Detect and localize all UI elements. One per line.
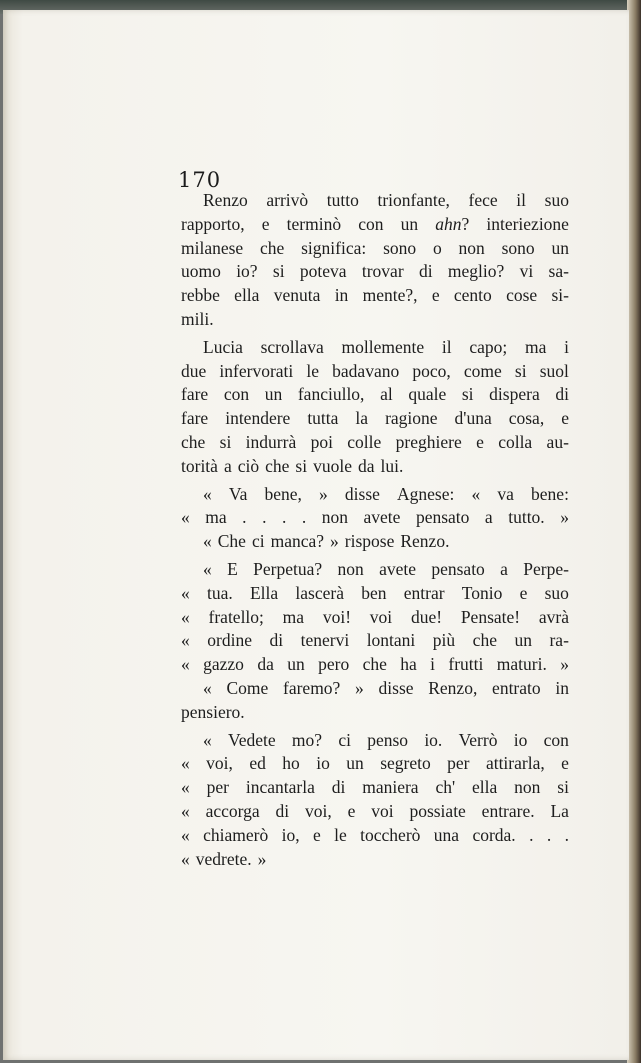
word: «: [203, 729, 212, 750]
word: «: [181, 582, 190, 603]
word: colle: [347, 431, 382, 452]
text-line: [181, 701, 569, 725]
text-line: [181, 606, 569, 630]
word: .: [529, 824, 534, 845]
word: »: [560, 507, 569, 528]
word: lontani: [366, 630, 416, 651]
word: un: [264, 384, 283, 405]
word: scrollava: [260, 336, 324, 357]
word: rapporto,: [181, 213, 245, 234]
word: pensiero.: [181, 701, 245, 722]
text-line: [181, 776, 569, 800]
word: o: [432, 237, 442, 258]
word: per: [447, 753, 470, 774]
word: non: [514, 777, 541, 798]
word: voi: [371, 800, 394, 821]
word: da: [357, 455, 375, 476]
word: maniera: [362, 777, 419, 798]
word: d'una: [454, 408, 492, 429]
word: suol: [539, 360, 569, 381]
word: sa-: [548, 261, 569, 282]
word: faremo?: [283, 677, 341, 698]
word: meglio?: [447, 261, 505, 282]
word: che: [362, 654, 387, 675]
word: ragione: [385, 408, 438, 429]
word: ella: [234, 285, 260, 306]
word: va: [497, 483, 514, 504]
text-line: [181, 582, 569, 606]
word: il: [516, 190, 527, 210]
word: pensato: [431, 558, 485, 579]
word: e: [347, 800, 356, 821]
word: Lucia: [203, 336, 243, 357]
word: da: [257, 654, 274, 675]
word: si: [295, 455, 308, 476]
word: tutta: [307, 408, 339, 429]
word: con: [543, 729, 569, 750]
word: »: [330, 531, 339, 552]
word: «: [203, 483, 212, 504]
word: arrivò: [266, 190, 309, 210]
word: capo;: [469, 336, 508, 357]
word: Agnese:: [397, 483, 455, 504]
word: «: [203, 558, 212, 579]
word: a: [223, 455, 232, 476]
word: Renzo.: [400, 531, 450, 552]
word: sono: [383, 237, 417, 258]
text-line: [181, 431, 569, 455]
word: e: [312, 824, 321, 845]
word: ciò: [237, 455, 260, 476]
word: incantarla: [245, 777, 315, 798]
word: quale: [408, 384, 447, 405]
word: si: [272, 261, 285, 282]
word: che: [260, 237, 285, 258]
word: indurrà: [245, 431, 297, 452]
text-line: [181, 653, 569, 677]
word: fare: [181, 384, 209, 405]
word: avete: [379, 558, 416, 579]
text-line: [181, 336, 569, 360]
word: e: [519, 582, 528, 603]
word: fratello;: [208, 606, 264, 627]
word: «: [181, 753, 190, 774]
word: segreto: [380, 753, 431, 774]
book-page: [3, 10, 629, 1060]
word: si-: [551, 285, 569, 306]
word: Va: [228, 483, 248, 504]
word: possiate: [409, 800, 466, 821]
text-line: [181, 407, 569, 431]
text-line: [181, 824, 569, 848]
word: «: [181, 777, 190, 798]
word: le: [306, 360, 320, 381]
word: poco,: [412, 360, 451, 381]
word: due!: [410, 606, 443, 627]
word: «: [181, 654, 190, 675]
page-number: 170: [178, 168, 222, 192]
word: accorga: [205, 800, 260, 821]
word: intendere: [225, 408, 291, 429]
word: ch': [435, 777, 456, 798]
word: avrà: [538, 606, 569, 627]
word: vi: [519, 261, 534, 282]
word: un: [400, 213, 419, 234]
word: che: [472, 630, 497, 651]
word: bene,: [264, 483, 302, 504]
word: per: [206, 777, 229, 798]
text-line: [181, 237, 569, 261]
word: la: [355, 408, 369, 429]
text-line: [181, 752, 569, 776]
word: e: [261, 213, 270, 234]
word: io?: [236, 261, 258, 282]
word: entrare.: [481, 800, 535, 821]
word: mente?,: [362, 285, 418, 306]
word: chiamerò: [203, 824, 269, 845]
word: ma: [524, 336, 547, 357]
word: e: [476, 431, 484, 452]
text-line: [181, 483, 569, 507]
word: rispose: [344, 531, 395, 552]
word: di: [269, 630, 284, 651]
word: trovar: [361, 261, 404, 282]
word: gazzo: [203, 654, 244, 675]
word: avete: [363, 507, 401, 528]
word: «: [181, 507, 190, 528]
word: di: [275, 800, 290, 821]
word: infervorati: [219, 360, 294, 381]
text-line: [181, 360, 569, 384]
word: non: [321, 507, 348, 528]
word: al: [380, 384, 393, 405]
text-line: [181, 189, 569, 213]
word: entrato: [492, 677, 541, 698]
word: .: [242, 507, 247, 528]
word: più: [432, 630, 456, 651]
word: ben: [361, 582, 387, 603]
word: bene:: [531, 483, 569, 504]
word: «: [203, 531, 212, 552]
word: La: [550, 800, 569, 821]
word: un: [514, 630, 532, 651]
word: di: [555, 384, 569, 405]
word: poteva: [299, 261, 347, 282]
word: .: [546, 824, 552, 845]
word: Perpe-: [523, 558, 569, 579]
word: Renzo: [203, 190, 248, 210]
word: io: [513, 729, 528, 750]
word: au-: [546, 431, 569, 452]
word: »: [355, 677, 364, 698]
word: si: [514, 360, 527, 381]
word: ed: [249, 753, 266, 774]
word: Tonio: [461, 582, 503, 603]
word: cose: [506, 285, 538, 306]
body-text: [181, 189, 569, 871]
word: interiezione: [486, 213, 569, 234]
word: voi: [369, 606, 393, 627]
word: che: [181, 431, 206, 452]
word: si: [461, 384, 474, 405]
word: cento: [453, 285, 492, 306]
text-line: [181, 213, 569, 237]
word: «: [181, 606, 190, 627]
word: ahn?: [435, 213, 470, 234]
word: ra-: [549, 630, 569, 651]
word: una: [433, 824, 460, 845]
word: il: [441, 336, 452, 357]
word: di: [418, 261, 433, 282]
word: suo: [544, 190, 569, 210]
word: frutti: [448, 654, 484, 675]
word: tenervi: [300, 630, 350, 651]
word: come: [463, 360, 502, 381]
text-line: [181, 677, 569, 701]
word: io,: [281, 824, 300, 845]
word: voi!: [322, 606, 352, 627]
word: entrar: [403, 582, 445, 603]
word: mili.: [181, 308, 214, 329]
word: a: [484, 507, 493, 528]
word: .: [564, 824, 569, 845]
word: »: [319, 483, 328, 504]
word: pero: [318, 654, 350, 675]
word: terminò: [286, 213, 342, 234]
word: toccherò: [360, 824, 421, 845]
word: con: [358, 213, 384, 234]
book-fore-edge: [627, 0, 641, 1063]
text-line: [181, 506, 569, 530]
word: ella: [472, 777, 498, 798]
word: uomo: [181, 261, 221, 282]
word: ordine: [207, 630, 252, 651]
text-line: [181, 848, 569, 872]
text-line: [181, 530, 569, 554]
word: con: [223, 384, 250, 405]
word: «: [203, 677, 212, 698]
word: i: [430, 654, 436, 675]
text-line: [181, 800, 569, 824]
word: non: [337, 558, 364, 579]
word: fare: [181, 408, 209, 429]
word: vedrete.: [195, 848, 252, 869]
text-line: [181, 629, 569, 653]
word: in: [334, 285, 349, 306]
word: Come: [226, 677, 269, 698]
word: si: [219, 431, 232, 452]
text-line: [181, 383, 569, 407]
word: corda.: [472, 824, 516, 845]
word: Vedete: [228, 729, 276, 750]
text-line: [181, 558, 569, 582]
word: E: [227, 558, 238, 579]
word: non: [458, 237, 485, 258]
word: un: [551, 237, 569, 258]
word: «: [181, 848, 190, 869]
word: colla: [498, 431, 533, 452]
word: e: [431, 285, 440, 306]
word: Verrò: [458, 729, 498, 750]
word: vuole: [313, 455, 352, 476]
word: un: [346, 753, 364, 774]
word: suo: [544, 582, 569, 603]
word: pensato: [415, 507, 470, 528]
word: disse: [378, 677, 414, 698]
word: .: [262, 507, 267, 528]
word: le: [334, 824, 347, 845]
word: mo?: [291, 729, 323, 750]
text-line: [181, 729, 569, 753]
word: i: [564, 336, 569, 357]
word: Pensate!: [460, 606, 521, 627]
word: voi,: [206, 753, 233, 774]
word: lui.: [380, 455, 404, 476]
word: rebbe: [181, 285, 220, 306]
word: fece: [468, 190, 498, 210]
word: Che: [217, 531, 246, 552]
word: sono: [501, 237, 535, 258]
word: «: [181, 824, 190, 845]
word: e: [561, 408, 569, 429]
word: .: [281, 507, 287, 528]
word: »: [560, 654, 569, 675]
word: «: [471, 483, 481, 504]
text-line: [181, 455, 569, 479]
word: io: [316, 753, 330, 774]
word: mollemente: [341, 336, 425, 357]
word: fanciullo,: [297, 384, 365, 405]
word: poi: [310, 431, 333, 452]
word: dispera: [489, 384, 540, 405]
word: maturi.: [496, 654, 547, 675]
word: ma: [282, 606, 305, 627]
word: Renzo,: [428, 677, 478, 698]
word: in: [555, 677, 569, 698]
word: ha: [400, 654, 417, 675]
word: un: [287, 654, 305, 675]
word: Perpetua?: [253, 558, 323, 579]
word: lascerà: [295, 582, 344, 603]
word: ma: [205, 507, 227, 528]
word: tutto: [326, 190, 359, 210]
text-line: [181, 308, 569, 332]
word: ci: [338, 729, 351, 750]
word: «: [181, 800, 190, 821]
word: cosa,: [508, 408, 545, 429]
word: io.: [424, 729, 443, 750]
word: badavano: [332, 360, 400, 381]
word: milanese: [181, 237, 244, 258]
word: .: [301, 507, 307, 528]
word: «: [181, 630, 190, 651]
word: voi,: [305, 800, 332, 821]
word: trionfante,: [377, 190, 450, 210]
text-line: [181, 284, 569, 308]
word: manca?: [270, 531, 325, 552]
word: tutto.: [508, 507, 545, 528]
word: disse: [344, 483, 380, 504]
word: ho: [282, 753, 300, 774]
word: di: [331, 777, 346, 798]
word: »: [257, 848, 267, 869]
word: penso: [367, 729, 409, 750]
word: due: [181, 360, 207, 381]
word: venuta: [273, 285, 321, 306]
word: si: [557, 777, 569, 798]
word: e: [561, 753, 569, 774]
word: preghiere: [395, 431, 462, 452]
word: Ella: [249, 582, 279, 603]
word: tua.: [206, 582, 233, 603]
word: significa:: [301, 237, 367, 258]
word: a: [500, 558, 508, 579]
word: torità: [181, 455, 218, 476]
word: ci: [251, 531, 265, 552]
text-line: [181, 260, 569, 284]
word: che: [265, 455, 290, 476]
word: attirarla,: [485, 753, 545, 774]
